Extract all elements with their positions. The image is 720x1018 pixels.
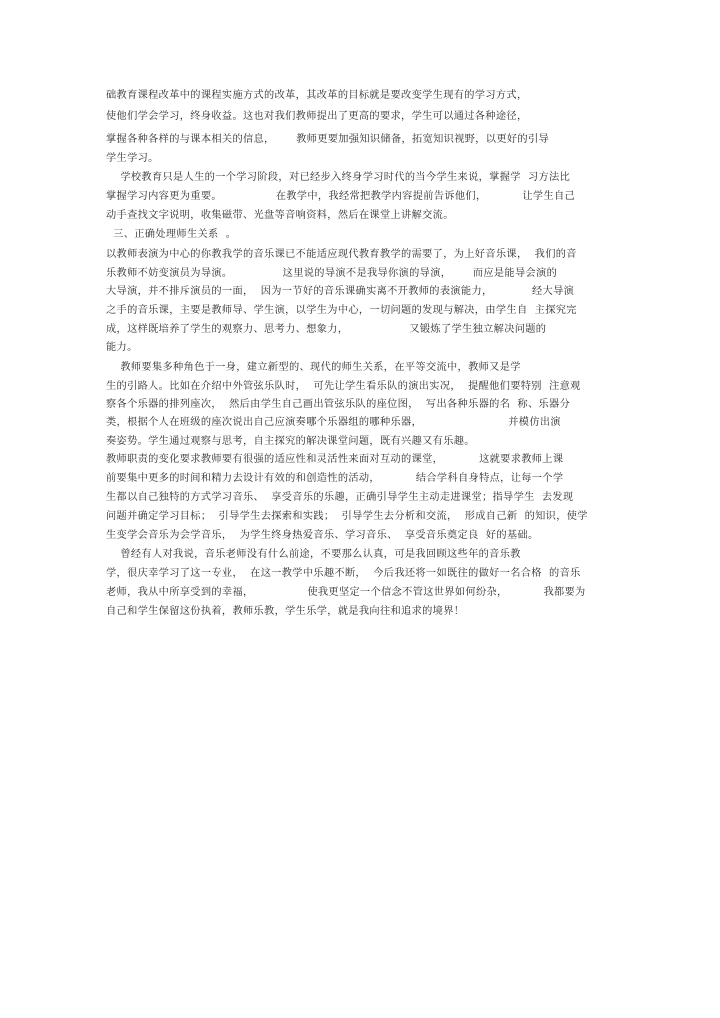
text-line: 察各个乐器的排列座次， 然后由学生自己画出管弦乐队的座位图， 写出各种乐器的名 称、乐器分	[106, 399, 571, 410]
text-line: 奏姿势。学生通过观察与思考，自主探究的解决课堂问题，既有兴趣又有乐趣。	[106, 436, 475, 447]
text-line: 生变学会音乐为会学音乐， 为学生终身热爱音乐、学习音乐、 享受音乐奠定良 好的基础。	[106, 530, 539, 541]
text-line: 前要集中更多的时间和精力去设计有效的和创造性的活动， 结合学科自身特点，让每一个学	[106, 473, 564, 484]
text-line: 曾经有人对我说，音乐老师没有什么前途，不要那么认真，可是我回顾这些年的音乐教	[106, 549, 521, 560]
text-line: 乐教师不妨变演员为导演。 这里说的导演不是我导你演的导演， 而应是能导会演的	[106, 268, 558, 279]
text-line: 生的引路人。比如在介绍中外管弦乐队时， 可先让学生看乐队的演出实况， 提醒他们要特别 注意观	[106, 381, 581, 392]
text-line: 学校教育只是人生的一个学习阶段，对已经步入终身学习时代的当今学生来说，掌握学 习方法比	[106, 172, 571, 183]
text-line: 使他们学会学习，终身收益。这也对我们教师提出了更高的要求，学生可以通过各种途径，	[106, 111, 528, 122]
text-line: 老师，我从中所享受到的幸福， 使我更坚定一个信念不管这世界如何纷杂， 我都要为	[106, 587, 586, 598]
text-line: 自己和学生保留这份执着，教师乐教，学生乐学，就是我向往和追求的境界！	[106, 606, 465, 617]
text-line: 掌握各种各样的与课本相关的信息， 教师更要加强知识储备，拓宽知识视野，以更好的引导	[106, 134, 550, 145]
text-line: 生都以自己独特的方式学习音乐、 享受音乐的乐趣，正确引导学生主动走进课堂；指导学生 去发现	[106, 492, 574, 503]
text-line: 础教育课程改革中的课程实施方式的改革，其改革的目标就是要改变学生现有的学习方式，	[106, 90, 528, 101]
text-line: 教师要集多种角色于一身，建立新型的、现代的师生关系，在平等交流中，教师又是学	[106, 362, 521, 373]
text-line: 学生学习。	[106, 153, 159, 164]
text-line: 之手的音乐课，主要是教师导、学生演，以学生为中心，一切问题的发现与解决，由学生自 主探究完	[106, 305, 577, 316]
text-line: 成，这样既培养了学生的观察力、思考力、想象力， 又锻炼了学生独立解决问题的	[106, 324, 547, 335]
text-line: 动手查找文字说明，收集磁带、光盘等音响资料，然后在课堂上讲解交流。	[106, 210, 454, 221]
text-line: 大导演，并不排斥演员的一面， 因为一节好的音乐课确实离不开教师的表演能力， 经大导演	[106, 286, 575, 297]
text-line: 类，根据个人在班级的座次说出自己应演奏哪个乐器组的哪种乐器， 并模仿出演	[106, 417, 561, 428]
text-line: 学，很庆幸学习了这一专业， 在这一教学中乐趣不断， 今后我还将一如既往的做好一名合格 的音乐	[106, 568, 581, 579]
section-heading: 三、正确处理师生关系 。	[106, 229, 237, 240]
text-line: 教师职责的变化要求教师要有很强的适应性和灵活性来面对互动的课堂， 这就要求教师上课	[106, 454, 564, 465]
text-line: 掌握学习内容更为重要。 在教学中，我经常把教学内容提前告诉他们， 让学生自己	[106, 191, 576, 202]
text-line: 以教师表演为中心的你教我学的音乐课已不能适应现代教育教学的需要了，为上好音乐课， 我们的音	[106, 249, 577, 260]
text-line: 问题并确定学习目标； 引导学生去探索和实践； 引导学生去分析和交流， 形成自己新 的知识，使学	[106, 511, 588, 522]
text-line: 能力。	[106, 342, 138, 353]
